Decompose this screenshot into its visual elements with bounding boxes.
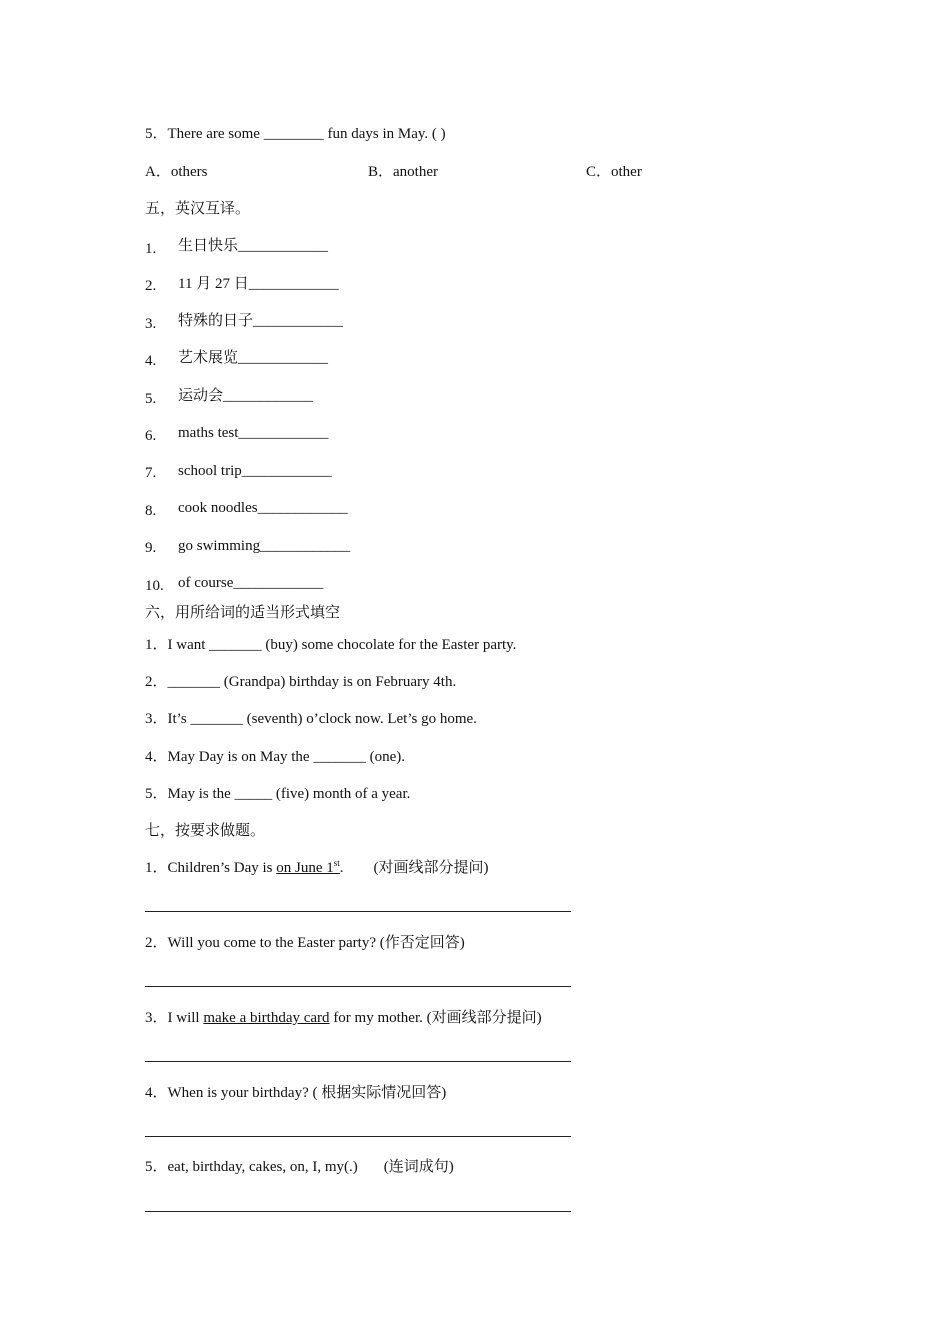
- option-text: others: [170, 164, 208, 180]
- answer-line: [145, 1136, 571, 1137]
- item-number: 2．: [145, 674, 168, 690]
- item-number: 8.: [145, 503, 157, 519]
- question-text: There are some ________ fun days in May. ( ): [167, 126, 446, 142]
- item-number: 6.: [145, 428, 157, 444]
- option-text: other: [611, 164, 642, 180]
- item-number: 1．: [145, 860, 168, 876]
- item-text: It’s _______ (seventh) o’clock now. Let’s go home.: [167, 711, 477, 727]
- item-text: _______ (Grandpa) birthday is on February 4th.: [167, 674, 457, 690]
- item-text: I want _______ (buy) some chocolate for the Easter party.: [167, 637, 517, 653]
- item-number: 5．: [145, 1159, 168, 1175]
- item-number: 2.: [145, 278, 157, 294]
- item-number: 10.: [145, 578, 164, 594]
- item-number: 1．: [145, 637, 168, 653]
- task-question-2: [145, 934, 465, 952]
- item-number: 3.: [145, 316, 157, 332]
- item-number: 5.: [145, 391, 157, 407]
- item-text: May Day is on May the _______ (one).: [167, 749, 405, 765]
- item-number: 9.: [145, 540, 157, 556]
- underlined-text: on June 1: [276, 860, 334, 876]
- mc-question: [145, 125, 446, 143]
- fill-blank-item: [145, 785, 410, 803]
- option-c: [586, 163, 642, 181]
- section-heading: 七，按要求做题。: [145, 823, 266, 839]
- translation-item: of course____________: [178, 575, 324, 591]
- option-b: [368, 163, 438, 181]
- instruction-text: (连词成句): [383, 1159, 454, 1175]
- item-number: 4.: [145, 353, 157, 369]
- item-number: 4．: [145, 1085, 168, 1101]
- question-text-pre: Children’s Day is: [167, 860, 277, 876]
- fill-blank-item: [145, 636, 516, 654]
- translation-item: maths test____________: [178, 425, 329, 441]
- question-text: Will you come to the Easter party? (作否定回答): [167, 935, 465, 951]
- instruction-text: (对画线部分提问): [373, 860, 489, 876]
- translation-item: school trip____________: [178, 463, 332, 479]
- translation-item: 运动会____________: [178, 388, 314, 404]
- answer-line: [145, 911, 571, 912]
- translation-item: 艺术展览____________: [178, 350, 329, 366]
- item-number: 3．: [145, 1010, 168, 1026]
- underlined-text: make a birthday card: [203, 1010, 330, 1026]
- question-text: eat, birthday, cakes, on, I, my(.): [167, 1159, 358, 1175]
- answer-line: [145, 1061, 571, 1062]
- task-question-4: [145, 1084, 446, 1102]
- task-question-3: [145, 1009, 542, 1027]
- answer-line: [145, 986, 571, 987]
- question-text: When is your birthday? ( 根据实际情况回答): [167, 1085, 447, 1101]
- answer-line: [145, 1211, 571, 1212]
- underlined-phrase: [276, 860, 340, 876]
- translation-item: 11 月 27 日____________: [178, 276, 339, 292]
- question-number: 5．: [145, 126, 168, 142]
- item-text: May is the _____ (five) month of a year.: [167, 786, 411, 802]
- item-number: 5．: [145, 786, 168, 802]
- item-number: 1.: [145, 241, 157, 257]
- fill-blank-item: [145, 748, 405, 766]
- item-number: 3．: [145, 711, 168, 727]
- translation-item: 特殊的日子____________: [178, 313, 344, 329]
- translation-item: cook noodles____________: [178, 500, 348, 516]
- question-text-pre: I will: [167, 1010, 204, 1026]
- question-text-post: for my mother. (对画线部分提问): [329, 1010, 542, 1026]
- question-text-post: .: [339, 860, 344, 876]
- task-question-1: [145, 859, 489, 877]
- item-number: 2．: [145, 935, 168, 951]
- option-letter: B．: [368, 164, 394, 180]
- option-a: [145, 163, 208, 181]
- translation-item: 生日快乐____________: [178, 238, 329, 254]
- option-text: another: [393, 164, 438, 180]
- translation-item: go swimming____________: [178, 538, 351, 554]
- option-letter: C．: [586, 164, 612, 180]
- item-number: 4．: [145, 749, 168, 765]
- ordinal-suffix: st: [333, 858, 340, 868]
- section-heading: 五，英汉互译。: [145, 201, 251, 217]
- section-heading: 六，用所给词的适当形式填空: [145, 605, 341, 621]
- fill-blank-item: [145, 710, 477, 728]
- fill-blank-item: [145, 673, 456, 691]
- option-letter: A．: [145, 164, 171, 180]
- item-number: 7.: [145, 465, 157, 481]
- task-question-5: [145, 1158, 454, 1176]
